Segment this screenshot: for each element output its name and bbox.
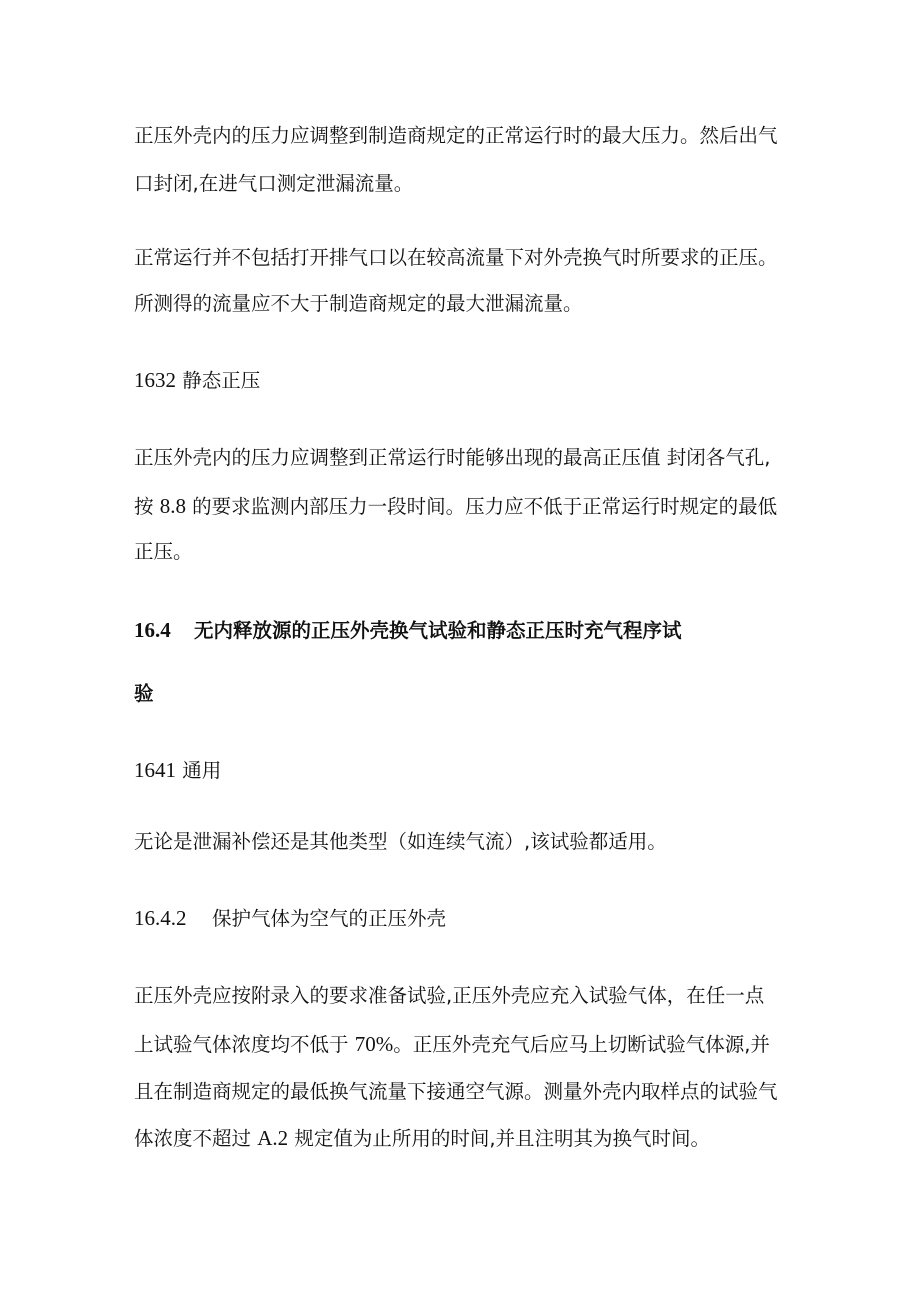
- text-span: 规定值为止所用的时间,并且注明其为换气时间。: [294, 1127, 711, 1150]
- text-span: 。正压外壳充气后应马上切断试验气体源,并: [393, 1033, 770, 1056]
- clause-reference: 8.8: [159, 494, 186, 518]
- text-span: 按: [134, 495, 154, 518]
- paragraph-4-line-1: 无论是泄漏补偿还是其他类型（如连续气流）,该试验都适用。: [134, 830, 667, 853]
- percentage-value: 70%: [354, 1032, 394, 1056]
- annex-reference: A.2: [257, 1126, 289, 1150]
- paragraph-5-line-1: 正压外壳应按附录入的要求准备试验,正压外壳应充入试验气体，在任一点: [134, 984, 765, 1007]
- section-16-4-heading: [134, 618, 682, 643]
- section-title: 静态正压: [182, 369, 261, 392]
- section-16-4-2-heading: [134, 906, 446, 931]
- paragraph-3-line-2: [134, 494, 777, 519]
- paragraph-2-line-2: 所测得的流量应不大于制造商规定的最大泄漏流量。: [134, 292, 583, 315]
- section-title: 无内释放源的正压外壳换气试验和静态正压时充气程序试: [194, 619, 682, 642]
- text-span: 上试验气体浓度均不低于: [134, 1033, 349, 1056]
- paragraph-3-line-1: 正压外壳内的压力应调整到正常运行时能够出现的最高正压值 封闭各气孔,: [134, 446, 771, 469]
- paragraph-5-line-2: [134, 1032, 770, 1057]
- section-title: 通用: [182, 759, 222, 782]
- section-number: 1632: [134, 368, 176, 392]
- section-number: 16.4.2: [134, 906, 187, 930]
- paragraph-3-line-3: 正压。: [134, 540, 193, 563]
- section-number: 16.4: [134, 618, 171, 642]
- paragraph-1-line-1: 正压外壳内的压力应调整到制造商规定的正常运行时的最大压力。然后出气: [134, 124, 778, 147]
- text-span: 的要求监测内部压力一段时间。压力应不低于正常运行时规定的最低: [192, 495, 778, 518]
- section-16-4-heading-continued: 验: [134, 682, 154, 705]
- paragraph-1-line-2: 口封闭,在进气口测定泄漏流量。: [134, 172, 414, 195]
- section-number: 1641: [134, 758, 176, 782]
- section-1641-heading: [134, 758, 221, 783]
- text-span: 体浓度不超过: [134, 1127, 252, 1150]
- paragraph-5-line-3: 且在制造商规定的最低换气流量下接通空气源。测量外壳内取样点的试验气: [134, 1080, 778, 1103]
- paragraph-5-line-4: [134, 1126, 710, 1151]
- paragraph-2-line-1: 正常运行并不包括打开排气口以在较高流量下对外壳换气时所要求的正压。: [134, 246, 778, 269]
- section-title: 保护气体为空气的正压外壳: [212, 907, 447, 930]
- section-1632-heading: [134, 368, 260, 393]
